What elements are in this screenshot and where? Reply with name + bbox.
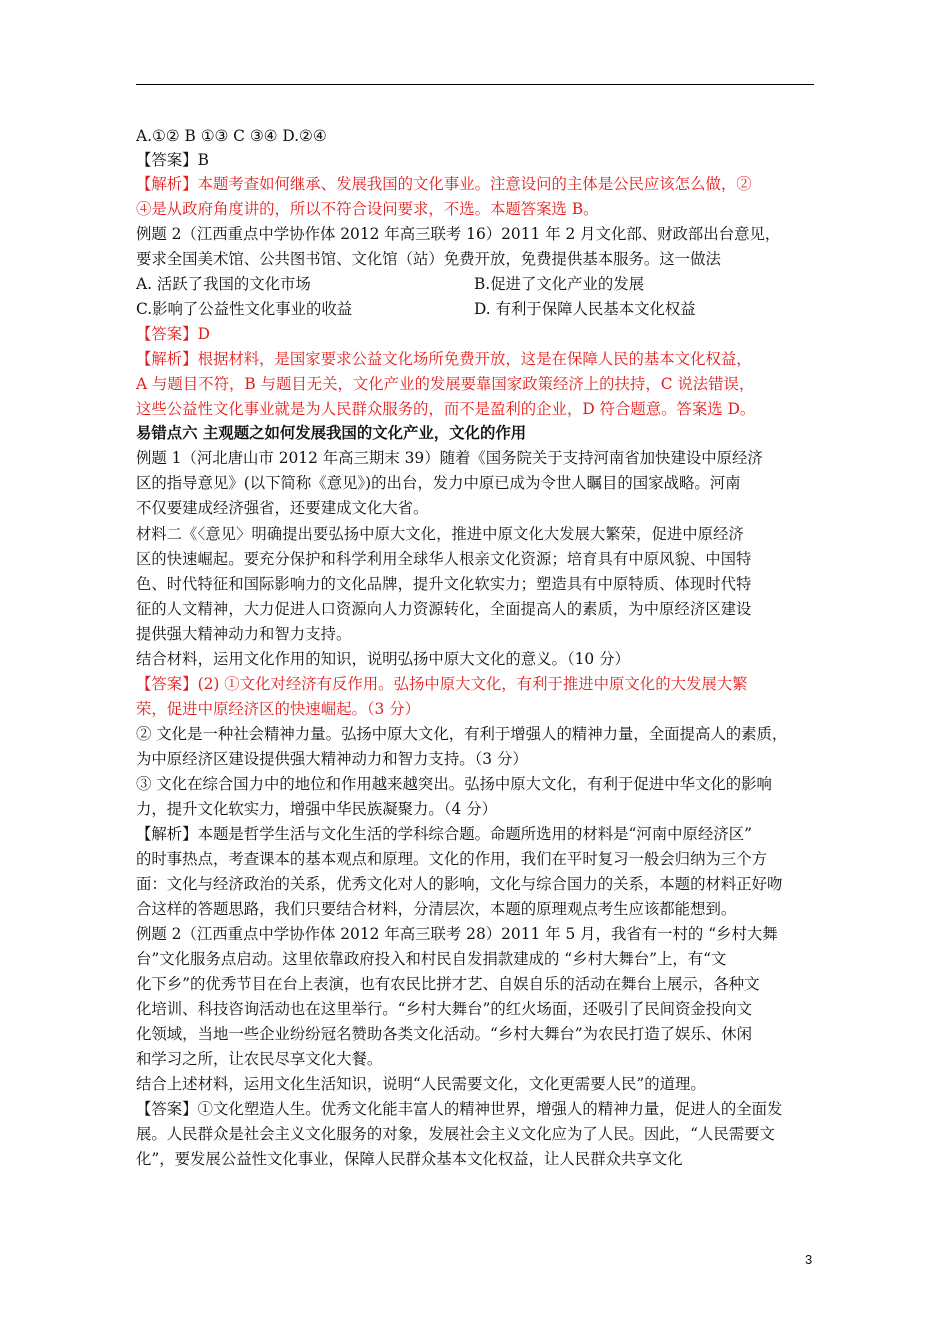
q1-point-line: ③ 文化在综合国力中的地位和作用越来越突出。弘扬中原大文化，有利于促进中华文化的影响 (136, 775, 772, 793)
q2-intro-line: 台”文化服务点启动。这里依靠政府投入和村民自发捐款建成的 “乡村大舞台”上，有“文 (136, 950, 727, 968)
page-number: 3 (805, 1252, 813, 1267)
ex2-analysis-line: A 与题目不符，B 与题目无关，文化产业的发展要靠国家政策经济上的扶持，C 说法错误， (136, 375, 755, 393)
q1-answer-line: 【答案】(2) ①文化对经济有反作用。弘扬中原大文化，有利于推进中原文化的大发展大繁 (136, 675, 748, 693)
q1-analysis-line: 面：文化与经济政治的关系，优秀文化对人的影响，文化与综合国力的关系，本题的材料正好吻 (136, 875, 783, 893)
q2-intro-line: 化下乡”的优秀节目在台上表演，也有农民比拼才艺、自娱自乐的活动在舞台上展示，各种文 (136, 975, 760, 993)
q1-point-line: ② 文化是一种社会精神力量。弘扬中原大文化，有利于增强人的精神力量，全面提高人的素质， (136, 725, 788, 743)
q1-point-line: 为中原经济区建设提供强大精神动力和智力支持。（3 分） (136, 750, 528, 768)
ex1-analysis-line: ④是从政府角度讲的，所以不符合设问要求，不选。本题答案选 B。 (136, 200, 599, 218)
ex2-question-line: 要求全国美术馆、公共图书馆、文化馆（站）免费开放，免费提供基本服务。这一做法 (136, 250, 721, 268)
ex2-analysis-line: 这些公益性文化事业就是为人民群众服务的，而不是盈利的企业，D 符合题意。答案选 D。 (136, 400, 756, 418)
ex2-option-c: C.影响了公益性文化事业的收益 (136, 300, 353, 318)
q2-intro-line: 化领域，当地一些企业纷纷冠名赞助各类文化活动。“乡村大舞台”为农民打造了娱乐、休闲 (136, 1025, 752, 1043)
q1-answer-line: 荣，促进中原经济区的快速崛起。（3 分） (136, 700, 421, 718)
q1-intro-line: 不仅要建成经济强省，还要建成文化大省。 (136, 499, 429, 517)
q1-analysis-line: 合这样的答题思路，我们只要结合材料，分清层次，本题的原理观点考生应该都能想到。 (136, 900, 737, 918)
q1-material-line: 材料二《〈意见〉明确提出要弘扬中原大文化，推进中原文化大发展大繁荣，促进中原经济 (136, 525, 744, 543)
header-rule (136, 84, 814, 85)
ex2-analysis-line: 【解析】根据材料，是国家要求公益文化场所免费开放，这是在保障人民的基本文化权益， (136, 350, 752, 368)
ex2-answer: 【答案】D (136, 325, 210, 343)
q2-prompt: 结合上述材料，运用文化生活知识，说明“人民需要文化，文化更需要人民”的道理。 (136, 1075, 706, 1093)
q1-material-line: 区的快速崛起。要充分保护和科学利用全球华人根亲文化资源；培育具有中原风貌、中国特 (136, 550, 752, 568)
q1-material-line: 提供强大精神动力和智力支持。 (136, 625, 352, 643)
ex1-answer: 【答案】B (136, 151, 209, 169)
q1-analysis-line: 的时事热点，考查课本的基本观点和原理。文化的作用，我们在平时复习一般会归纳为三个方 (136, 850, 768, 868)
q2-intro-line: 和学习之所，让农民尽享文化大餐。 (136, 1050, 383, 1068)
q1-material-line: 征的人文精神，大力促进人口资源向人力资源转化，全面提高人的素质，为中原经济区建设 (136, 600, 752, 618)
q2-intro-line: 化培训、科技咨询活动也在这里举行。“乡村大舞台”的红火场面，还吸引了民间资金投向文 (136, 1000, 752, 1018)
q1-intro-line: 例题 1（河北唐山市 2012 年高三期末 39）随着《国务院关于支持河南省加快建设中原经济 (136, 449, 763, 467)
q2-answer-line: 展。人民群众是社会主义文化服务的对象，发展社会主义文化应为了人民。因此，“人民需要文 (136, 1125, 775, 1143)
q1-intro-line: 区的指导意见》(以下简称《意见》)的出台，发力中原已成为令世人瞩目的国家战略。河南 (136, 474, 741, 492)
q1-prompt: 结合材料，运用文化作用的知识，说明弘扬中原大文化的意义。（10 分） (136, 650, 630, 668)
q1-analysis-line: 【解析】本题是哲学生活与文化生活的学科综合题。命题所选用的材料是“河南中原经济区” (136, 825, 752, 843)
q2-answer-line: 【答案】①文化塑造人生。优秀文化能丰富人的精神世界，增强人的精神力量，促进人的全面发 (136, 1100, 783, 1118)
q2-answer-line: 化”，要发展公益性文化事业，保障人民群众基本文化权益，让人民群众共享文化 (136, 1150, 683, 1168)
ex2-option-b: B.促进了文化产业的发展 (474, 275, 645, 293)
ex2-option-a: A. 活跃了我国的文化市场 (136, 275, 311, 293)
ex2-option-d: D. 有利于保障人民基本文化权益 (474, 300, 696, 318)
choice-line: A.①② B ①③ C ③④ D.②④ (136, 127, 327, 145)
q2-intro-line: 例题 2（江西重点中学协作体 2012 年高三联考 28）2011 年 5 月，我省有一村的 “乡村大舞 (136, 925, 778, 943)
q1-material-line: 色、时代特征和国际影响力的文化品牌，提升文化软实力；塑造具有中原特质、体现时代特 (136, 575, 752, 593)
q1-point-line: 力，提升文化软实力，增强中华民族凝聚力。（4 分） (136, 800, 497, 818)
ex1-analysis-line: 【解析】本题考查如何继承、发展我国的文化事业。注意设问的主体是公民应该怎么做，② (136, 175, 752, 193)
ex2-question-line: 例题 2（江西重点中学协作体 2012 年高三联考 16）2011 年 2 月文化部、财政部出台意见， (136, 225, 781, 243)
section-heading: 易错点六 主观题之如何发展我国的文化产业，文化的作用 (136, 424, 527, 442)
